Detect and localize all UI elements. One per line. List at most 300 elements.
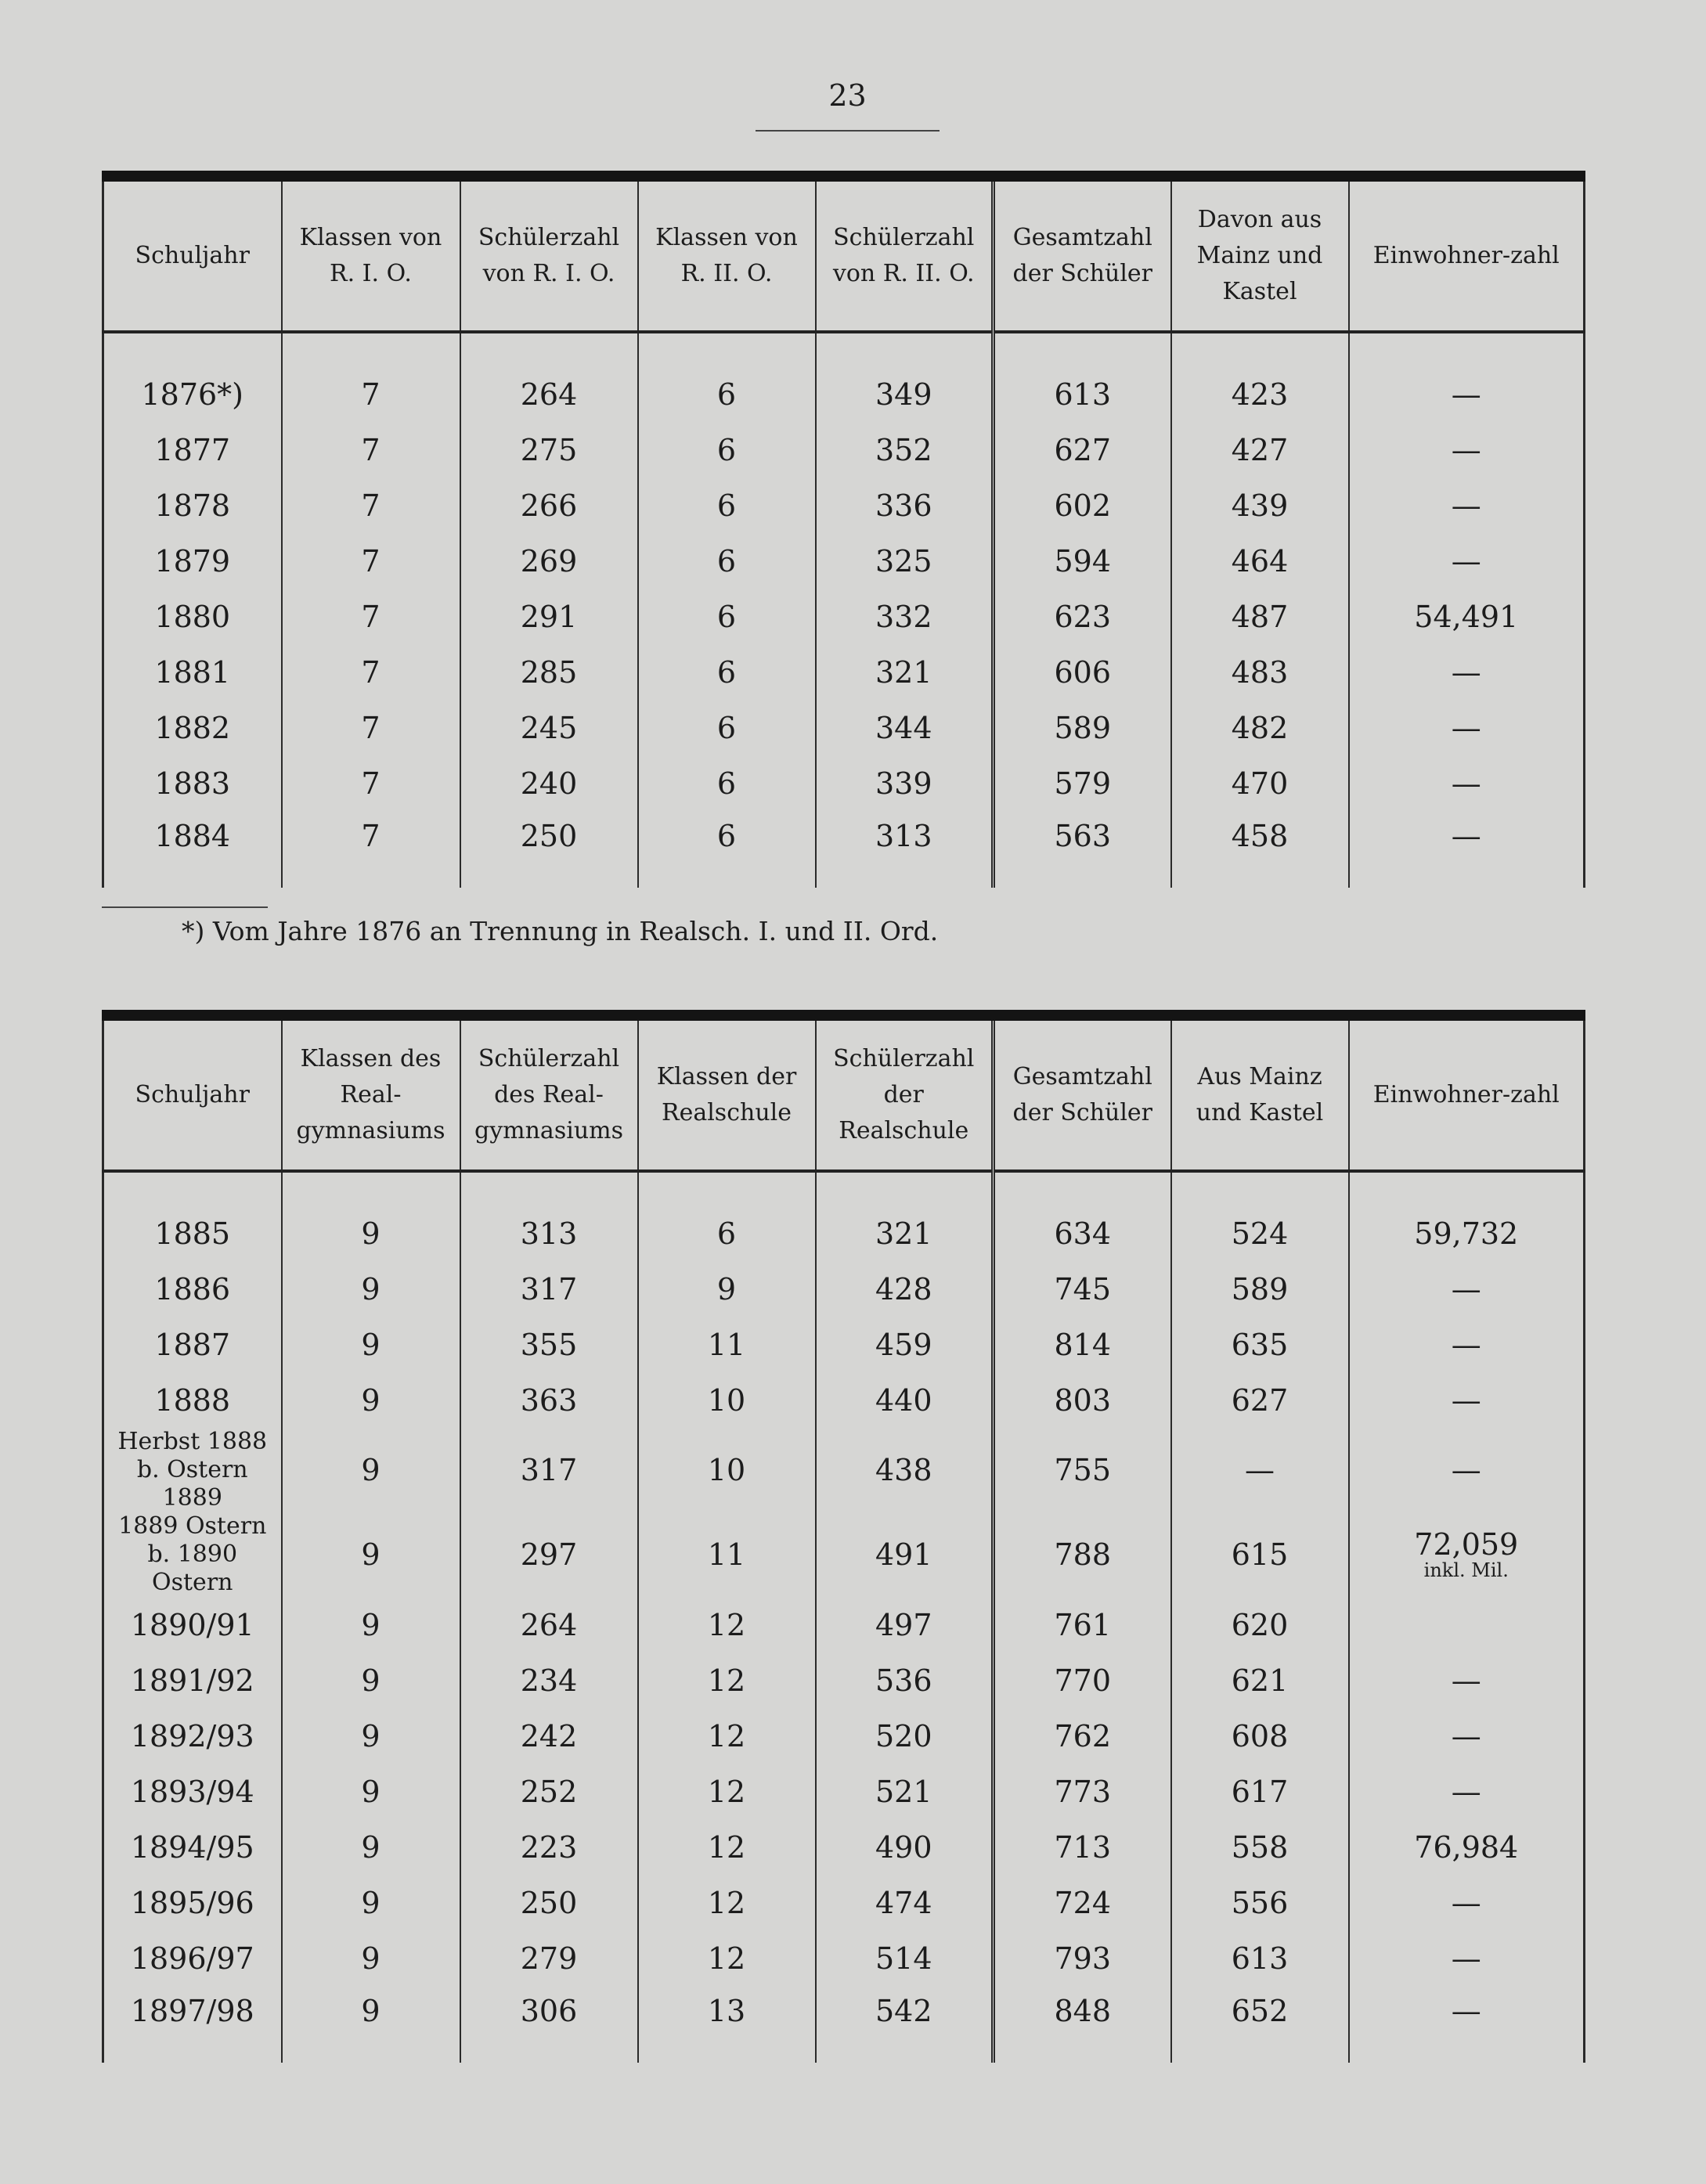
cell-schuljahr	[103, 1372, 282, 1428]
cell-value: 6	[716, 710, 737, 745]
cell-value: 332	[875, 599, 932, 634]
cell-einwohnerzahl	[1349, 1930, 1585, 1986]
cell-einwohnerzahl	[1349, 1652, 1585, 1708]
cell-value: 12	[707, 1829, 746, 1865]
cell-gesamtzahl	[994, 755, 1171, 811]
cell-value: 745	[1054, 1271, 1112, 1306]
cell-gesamtzahl	[994, 1764, 1171, 1819]
cell-klassen-1	[282, 1652, 460, 1708]
cell-value: 250	[520, 819, 578, 853]
cell-value: 497	[875, 1607, 932, 1642]
table-row	[103, 644, 1585, 700]
cell-gesamtzahl	[994, 1652, 1171, 1708]
cell-klassen-1	[282, 589, 460, 644]
cell-value: —	[1451, 1718, 1481, 1753]
cell-klassen-1	[282, 1819, 460, 1875]
cell-einwohnerzahl	[1349, 811, 1585, 888]
cell-value: 1878	[154, 488, 231, 523]
cell-value: 627	[1231, 1382, 1289, 1418]
cell-value: 427	[1231, 432, 1289, 467]
cell-value: 1879	[154, 543, 231, 578]
cell-einwohnerzahl	[1349, 366, 1585, 422]
cell-gesamtzahl	[994, 700, 1171, 755]
cell-einwohnerzahl	[1349, 478, 1585, 533]
cell-schuelerzahl-2	[816, 1819, 994, 1875]
cell-value: 10	[707, 1382, 746, 1418]
cell-mainz-kastel	[1171, 1764, 1349, 1819]
cell-einwohnerzahl	[1349, 755, 1585, 811]
cell-value: —	[1451, 710, 1481, 745]
cell-schuelerzahl-2	[816, 1317, 994, 1372]
cell-value: 1882	[154, 710, 231, 745]
cell-klassen-2	[638, 700, 816, 755]
cell-klassen-1	[282, 1512, 460, 1597]
cell-schuelerzahl-2	[816, 478, 994, 533]
cell-value: 7	[361, 654, 381, 690]
cell-value: 9	[361, 1774, 381, 1809]
cell-value: 483	[1231, 654, 1289, 690]
cell-schuelerzahl-2	[816, 1372, 994, 1428]
cell-value: 7	[361, 819, 381, 853]
cell-value: 606	[1054, 654, 1112, 690]
cell-value: 7	[361, 543, 381, 578]
cell-value: 623	[1054, 599, 1112, 634]
table-row	[103, 700, 1585, 755]
cell-value: 1892/93	[130, 1718, 254, 1753]
cell-value: 313	[520, 1216, 578, 1251]
cell-value: 755	[1054, 1453, 1112, 1487]
cell-schuelerzahl-1	[460, 1512, 638, 1597]
cell-schuelerzahl-1	[460, 644, 638, 700]
cell-schuelerzahl-1	[460, 1317, 638, 1372]
table-row	[103, 478, 1585, 533]
cell-schuljahr	[103, 1819, 282, 1875]
cell-value: Herbst 1888 b. Ostern 1889	[117, 1428, 268, 1512]
cell-value: 724	[1054, 1885, 1112, 1920]
cell-value: —	[1451, 766, 1481, 801]
cell-value: 589	[1054, 710, 1112, 745]
cell-value: 10	[707, 1453, 746, 1487]
cell-value: 6	[716, 819, 737, 853]
cell-value: 9	[361, 1271, 381, 1306]
cell-gesamtzahl	[994, 644, 1171, 700]
cell-value: 762	[1054, 1718, 1112, 1753]
cell-value: 803	[1054, 1382, 1112, 1418]
table-row	[103, 1597, 1585, 1652]
cell-value: 352	[875, 432, 932, 467]
cell-schuljahr	[103, 1930, 282, 1986]
cell-gesamtzahl	[994, 422, 1171, 478]
cell-value: 563	[1054, 819, 1112, 853]
cell-schuljahr	[103, 1512, 282, 1597]
cell-klassen-1	[282, 1372, 460, 1428]
cell-value: 6	[716, 488, 737, 523]
cell-value: 252	[520, 1774, 578, 1809]
cell-schuelerzahl-2	[816, 1428, 994, 1512]
cell-value: 344	[875, 710, 932, 745]
enrollment-table-1885-1898	[102, 1010, 1585, 2063]
cell-schuelerzahl-1	[460, 1986, 638, 2063]
cell-value: 761	[1054, 1607, 1112, 1642]
cell-schuelerzahl-2	[816, 1597, 994, 1652]
cell-value: 12	[707, 1607, 746, 1642]
cell-value: 814	[1054, 1327, 1112, 1362]
cell-schuelerzahl-1	[460, 1261, 638, 1317]
cell-value: 602	[1054, 488, 1112, 523]
cell-einwohnerzahl	[1349, 1597, 1585, 1652]
cell-schuljahr	[103, 1652, 282, 1708]
header-schuelerzahl-2: Schülerzahl der Realschule	[816, 1015, 994, 1171]
cell-klassen-1	[282, 1764, 460, 1819]
footnote: *) Vom Jahre 1876 an Trennung in Realsch. I. und II. Ord.	[182, 916, 939, 946]
cell-value: 269	[520, 543, 578, 578]
cell-value: 306	[520, 1994, 578, 2028]
cell-klassen-1	[282, 700, 460, 755]
cell-gesamtzahl	[994, 533, 1171, 589]
cell-schuelerzahl-1	[460, 1597, 638, 1652]
cell-value: 6	[716, 766, 737, 801]
cell-value: 336	[875, 488, 932, 523]
cell-value: 12	[707, 1941, 746, 1976]
cell-klassen-1	[282, 1317, 460, 1372]
cell-gesamtzahl	[994, 1930, 1171, 1986]
cell-gesamtzahl	[994, 366, 1171, 422]
cell-value: 72,059	[1414, 1527, 1519, 1562]
cell-einwohnerzahl	[1349, 1317, 1585, 1372]
cell-value: 621	[1231, 1663, 1289, 1698]
cell-mainz-kastel	[1171, 755, 1349, 811]
cell-klassen-1	[282, 478, 460, 533]
cell-einwohnerzahl	[1349, 1708, 1585, 1764]
cell-schuelerzahl-1	[460, 755, 638, 811]
cell-einwohnerzahl	[1349, 700, 1585, 755]
cell-value: 1884	[154, 819, 231, 853]
cell-gesamtzahl	[994, 1261, 1171, 1317]
header-einwohnerzahl: Einwohner-zahl	[1349, 176, 1585, 332]
cell-value: 12	[707, 1663, 746, 1698]
cell-mainz-kastel	[1171, 1986, 1349, 2063]
cell-value: 487	[1231, 599, 1289, 634]
cell-einwohnerzahl	[1349, 1875, 1585, 1930]
cell-value: 438	[875, 1453, 932, 1487]
cell-value: 1888	[154, 1382, 231, 1418]
cell-value: 339	[875, 766, 932, 801]
cell-value: 59,732	[1414, 1216, 1519, 1251]
cell-klassen-1	[282, 1930, 460, 1986]
cell-value: 713	[1054, 1829, 1112, 1865]
cell-klassen-1	[282, 533, 460, 589]
cell-mainz-kastel	[1171, 1597, 1349, 1652]
cell-value: 1883	[154, 766, 231, 801]
cell-schuljahr	[103, 700, 282, 755]
cell-einwohnerzahl	[1349, 1428, 1585, 1512]
cell-value: 6	[716, 599, 737, 634]
cell-value: 1897/98	[130, 1994, 254, 2028]
cell-value: —	[1451, 1453, 1481, 1487]
cell-value: —	[1451, 1774, 1481, 1809]
cell-klassen-2	[638, 644, 816, 700]
cell-value: 264	[520, 1607, 578, 1642]
cell-schuljahr	[103, 1428, 282, 1512]
cell-gesamtzahl	[994, 1428, 1171, 1512]
table-header-row	[103, 1015, 1585, 1171]
cell-schuelerzahl-1	[460, 700, 638, 755]
cell-value: 1889 Ostern b. 1890 Ostern	[118, 1512, 267, 1596]
cell-value: 9	[361, 1941, 381, 1976]
cell-schuelerzahl-2	[816, 1986, 994, 2063]
header-schuelerzahl-1: Schülerzahl von R. I. O.	[460, 176, 638, 332]
cell-mainz-kastel	[1171, 366, 1349, 422]
cell-schuljahr	[103, 1764, 282, 1819]
cell-value: 11	[707, 1537, 746, 1572]
cell-klassen-2	[638, 1986, 816, 2063]
cell-value: 1876*)	[141, 377, 244, 412]
table-row	[103, 755, 1585, 811]
cell-klassen-2	[638, 1652, 816, 1708]
cell-value: 12	[707, 1885, 746, 1920]
cell-value: —	[1451, 1271, 1481, 1306]
cell-schuelerzahl-1	[460, 1930, 638, 1986]
cell-schuelerzahl-1	[460, 1708, 638, 1764]
cell-value: 1895/96	[130, 1885, 254, 1920]
cell-mainz-kastel	[1171, 1875, 1349, 1930]
cell-value: 54,491	[1414, 599, 1519, 634]
cell-schuelerzahl-2	[816, 755, 994, 811]
cell-value: 474	[875, 1885, 932, 1920]
cell-mainz-kastel	[1171, 700, 1349, 755]
cell-klassen-2	[638, 478, 816, 533]
cell-value: 317	[520, 1271, 578, 1306]
cell-klassen-2	[638, 1819, 816, 1875]
cell-value: 363	[520, 1382, 578, 1418]
cell-value: 9	[361, 1885, 381, 1920]
table-row	[103, 1652, 1585, 1708]
cell-einwohnerzahl	[1349, 1261, 1585, 1317]
cell-value: 7	[361, 710, 381, 745]
cell-schuelerzahl-2	[816, 1708, 994, 1764]
cell-value: 250	[520, 1885, 578, 1920]
cell-value: —	[1451, 377, 1481, 412]
cell-value: 9	[361, 1663, 381, 1698]
cell-value: 6	[716, 654, 737, 690]
cell-value: 608	[1231, 1718, 1289, 1753]
cell-value: 589	[1231, 1271, 1289, 1306]
header-klassen-1: Klassen von R. I. O.	[282, 176, 460, 332]
cell-schuelerzahl-2	[816, 1652, 994, 1708]
cell-value: 9	[361, 1994, 381, 2028]
cell-gesamtzahl	[994, 1372, 1171, 1428]
cell-klassen-2	[638, 422, 816, 478]
cell-einwohnerzahl	[1349, 533, 1585, 589]
cell-value: 285	[520, 654, 578, 690]
cell-value: 1891/92	[130, 1663, 254, 1698]
table-row	[103, 422, 1585, 478]
cell-schuelerzahl-1	[460, 1428, 638, 1512]
cell-klassen-1	[282, 1986, 460, 2063]
cell-klassen-2	[638, 1428, 816, 1512]
cell-mainz-kastel	[1171, 811, 1349, 888]
cell-schuljahr	[103, 1986, 282, 2063]
cell-schuelerzahl-1	[460, 589, 638, 644]
cell-value: 458	[1231, 819, 1289, 853]
cell-klassen-1	[282, 755, 460, 811]
cell-gesamtzahl	[994, 1708, 1171, 1764]
cell-value: 1886	[154, 1271, 231, 1306]
cell-value: 558	[1231, 1829, 1289, 1865]
table-row	[103, 1317, 1585, 1372]
cell-value: 613	[1054, 377, 1112, 412]
cell-value: —	[1451, 819, 1481, 853]
cell-value: 1880	[154, 599, 231, 634]
cell-value: 9	[361, 1718, 381, 1753]
cell-value: —	[1451, 1941, 1481, 1976]
header-mainz-kastel: Aus Mainz und Kastel	[1171, 1015, 1349, 1171]
cell-gesamtzahl	[994, 478, 1171, 533]
cell-schuljahr	[103, 755, 282, 811]
cell-value: 1890/91	[130, 1607, 254, 1642]
cell-value: 7	[361, 488, 381, 523]
cell-value: 440	[875, 1382, 932, 1418]
header-schuelerzahl-1: Schülerzahl des Real-gymnasiums	[460, 1015, 638, 1171]
cell-schuljahr	[103, 1317, 282, 1372]
cell-value: 297	[520, 1537, 578, 1572]
cell-value: 13	[707, 1994, 746, 2028]
cell-mainz-kastel	[1171, 1372, 1349, 1428]
cell-value: 464	[1231, 543, 1289, 578]
table-row	[103, 1875, 1585, 1930]
cell-klassen-1	[282, 1597, 460, 1652]
table-row	[103, 1986, 1585, 2063]
cell-value: —	[1451, 1327, 1481, 1362]
header-gesamtzahl: Gesamtzahl der Schüler	[994, 176, 1171, 332]
cell-schuljahr	[103, 1875, 282, 1930]
cell-klassen-2	[638, 1875, 816, 1930]
cell-value: 615	[1231, 1537, 1289, 1572]
cell-value: 514	[875, 1941, 932, 1976]
cell-value: 617	[1231, 1774, 1289, 1809]
cell-schuelerzahl-2	[816, 589, 994, 644]
cell-einwohnerzahl	[1349, 422, 1585, 478]
cell-klassen-2	[638, 1512, 816, 1597]
cell-value: 242	[520, 1718, 578, 1753]
cell-value: 793	[1054, 1941, 1112, 1976]
header-gesamtzahl: Gesamtzahl der Schüler	[994, 1015, 1171, 1171]
cell-gesamtzahl	[994, 1875, 1171, 1930]
cell-mainz-kastel	[1171, 422, 1349, 478]
cell-value: —	[1451, 432, 1481, 467]
table-row	[103, 1819, 1585, 1875]
cell-klassen-1	[282, 1261, 460, 1317]
cell-schuelerzahl-1	[460, 1652, 638, 1708]
cell-mainz-kastel	[1171, 533, 1349, 589]
cell-value: 321	[875, 1216, 932, 1251]
cell-schuelerzahl-1	[460, 422, 638, 478]
cell-klassen-1	[282, 366, 460, 422]
cell-klassen-2	[638, 1930, 816, 1986]
cell-value: 321	[875, 654, 932, 690]
population-note: inkl. Mil.	[1423, 1559, 1509, 1581]
cell-einwohnerzahl	[1349, 1206, 1585, 1261]
cell-klassen-2	[638, 1317, 816, 1372]
cell-gesamtzahl	[994, 1206, 1171, 1261]
cell-schuelerzahl-1	[460, 366, 638, 422]
cell-klassen-2	[638, 1261, 816, 1317]
cell-value: 245	[520, 710, 578, 745]
cell-schuelerzahl-2	[816, 1261, 994, 1317]
cell-schuelerzahl-2	[816, 700, 994, 755]
cell-gesamtzahl	[994, 811, 1171, 888]
cell-mainz-kastel	[1171, 1512, 1349, 1597]
cell-value: 6	[716, 1216, 737, 1251]
cell-value: 266	[520, 488, 578, 523]
cell-klassen-2	[638, 1372, 816, 1428]
cell-value: —	[1451, 1663, 1481, 1698]
header-schuljahr: Schuljahr	[103, 1015, 282, 1171]
cell-schuelerzahl-1	[460, 1206, 638, 1261]
cell-klassen-2	[638, 1597, 816, 1652]
cell-schuljahr	[103, 533, 282, 589]
table-row	[103, 589, 1585, 644]
cell-klassen-2	[638, 811, 816, 888]
cell-klassen-2	[638, 1206, 816, 1261]
table-row	[103, 366, 1585, 422]
cell-schuelerzahl-1	[460, 533, 638, 589]
cell-value: 579	[1054, 766, 1112, 801]
cell-value: 521	[875, 1774, 932, 1809]
cell-value: 491	[875, 1537, 932, 1572]
cell-value: 620	[1231, 1607, 1289, 1642]
cell-gesamtzahl	[994, 1512, 1171, 1597]
cell-klassen-1	[282, 1875, 460, 1930]
enrollment-table-1876-1884	[102, 171, 1585, 888]
cell-schuljahr	[103, 1261, 282, 1317]
header-schuljahr: Schuljahr	[103, 176, 282, 332]
table-row	[103, 533, 1585, 589]
cell-value: 275	[520, 432, 578, 467]
cell-value: 652	[1231, 1994, 1289, 2028]
cell-klassen-1	[282, 1206, 460, 1261]
cell-value: —	[1451, 1382, 1481, 1418]
cell-schuelerzahl-2	[816, 1512, 994, 1597]
cell-value: 6	[716, 377, 737, 412]
cell-value: 594	[1054, 543, 1112, 578]
cell-mainz-kastel	[1171, 1317, 1349, 1372]
cell-mainz-kastel	[1171, 1428, 1349, 1512]
cell-value: 313	[875, 819, 932, 853]
cell-mainz-kastel	[1171, 1206, 1349, 1261]
cell-gesamtzahl	[994, 1819, 1171, 1875]
cell-value: —	[1451, 1885, 1481, 1920]
cell-schuljahr	[103, 589, 282, 644]
table-row	[103, 1930, 1585, 1986]
cell-schuelerzahl-1	[460, 811, 638, 888]
cell-klassen-2	[638, 589, 816, 644]
cell-schuelerzahl-1	[460, 1764, 638, 1819]
cell-einwohnerzahl	[1349, 644, 1585, 700]
table-row	[103, 811, 1585, 888]
cell-mainz-kastel	[1171, 478, 1349, 533]
cell-mainz-kastel	[1171, 644, 1349, 700]
cell-klassen-1	[282, 811, 460, 888]
table-row	[103, 1764, 1585, 1819]
cell-value: 7	[361, 766, 381, 801]
cell-value: 470	[1231, 766, 1289, 801]
header-klassen-1: Klassen des Real-gymnasiums	[282, 1015, 460, 1171]
cell-value: 9	[361, 1382, 381, 1418]
cell-value: 520	[875, 1718, 932, 1753]
cell-schuelerzahl-2	[816, 422, 994, 478]
cell-value: 848	[1054, 1994, 1112, 2028]
